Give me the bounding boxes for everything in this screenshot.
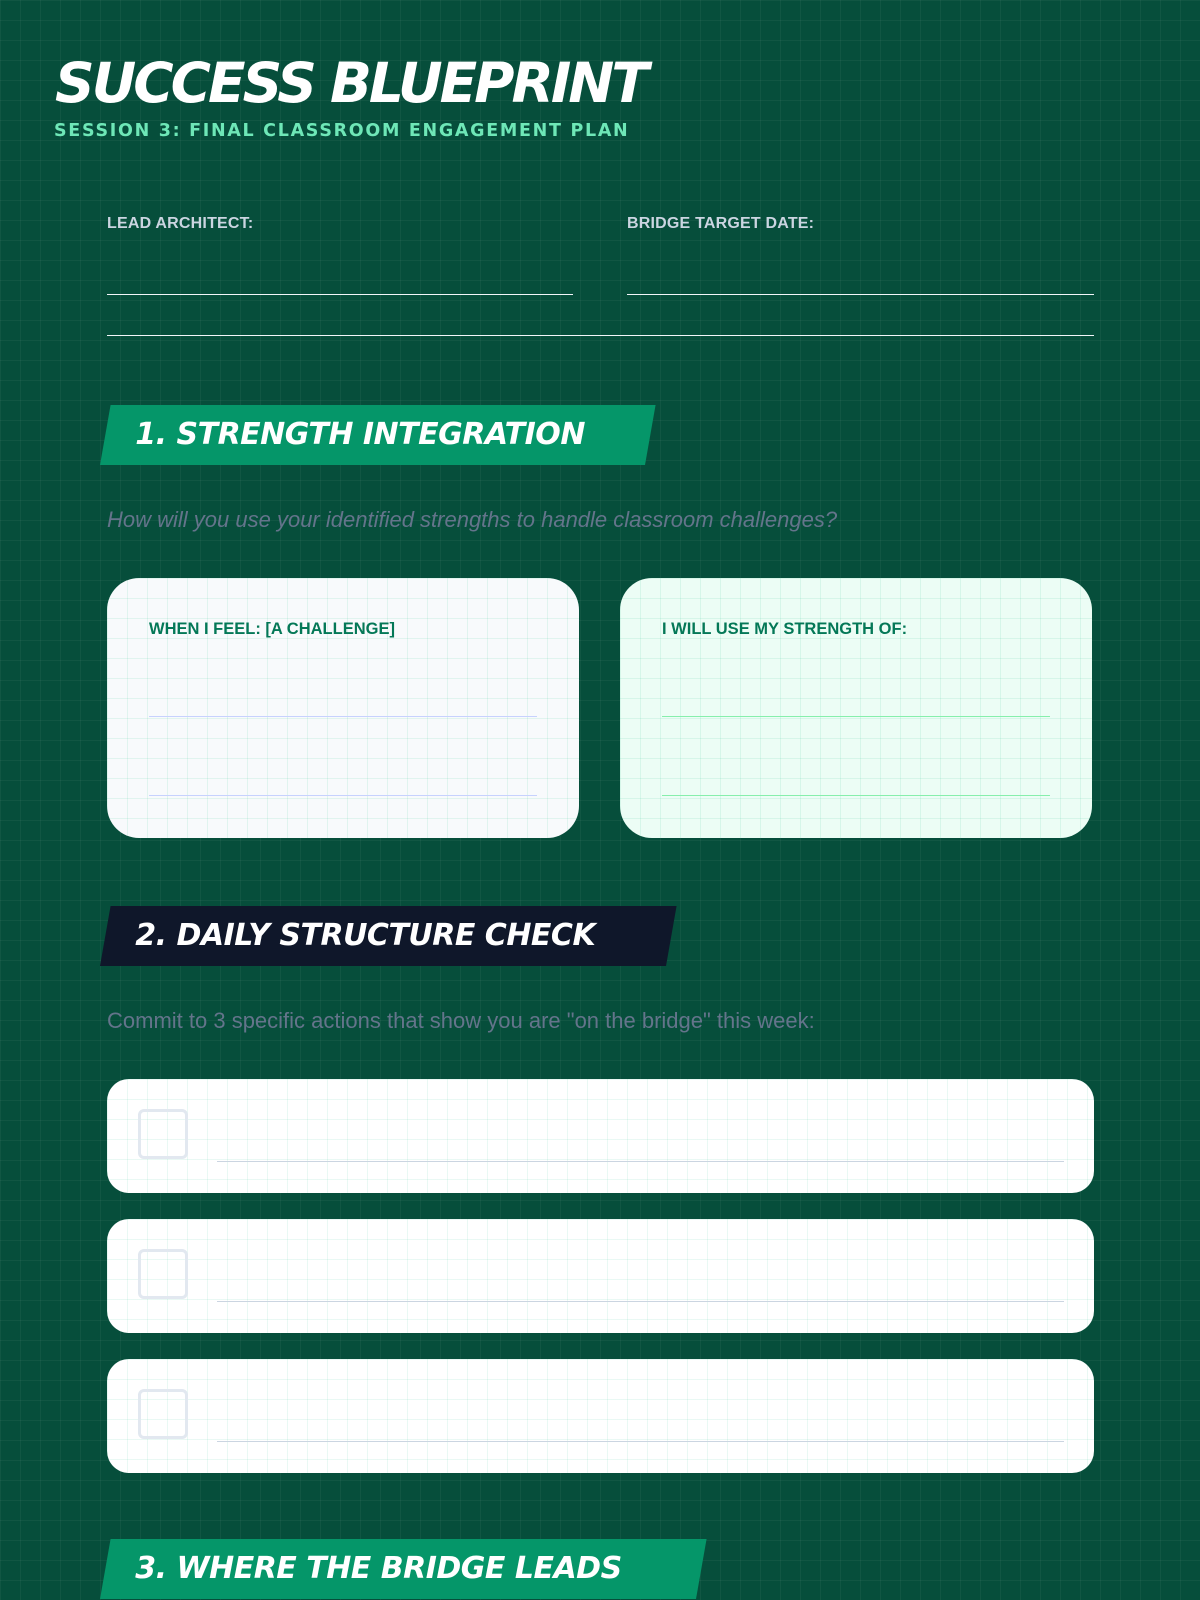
challenge-line-1[interactable]: [149, 716, 537, 717]
action-2-input[interactable]: [217, 1301, 1064, 1302]
action-row-1: [107, 1079, 1094, 1193]
header-divider: [107, 335, 1094, 336]
challenge-card-label: WHEN I FEEL: [A CHALLENGE]: [149, 620, 395, 638]
section-2-title: 2. DAILY STRUCTURE CHECK: [135, 918, 596, 953]
section-3-title: 3. WHERE THE BRIDGE LEADS: [135, 1551, 622, 1586]
lead-architect-field[interactable]: [107, 294, 573, 295]
challenge-card: [107, 578, 579, 838]
action-row-3: [107, 1359, 1094, 1473]
section-3-banner: [100, 1539, 707, 1599]
page-title: SUCCESS BLUEPRINT: [55, 51, 646, 115]
action-3-checkbox[interactable]: [138, 1389, 188, 1439]
strength-card-label: I WILL USE MY STRENGTH OF:: [662, 620, 908, 638]
page-subtitle: SESSION 3: FINAL CLASSROOM ENGAGEMENT PLAN: [54, 121, 630, 141]
strength-line-2[interactable]: [662, 795, 1050, 796]
bridge-target-date-field[interactable]: [627, 294, 1094, 295]
strength-card: [620, 578, 1092, 838]
action-1-input[interactable]: [217, 1161, 1064, 1162]
action-2-checkbox[interactable]: [138, 1249, 188, 1299]
section-2-prompt: Commit to 3 specific actions that show you are "on the bridge" this week:: [107, 1008, 815, 1033]
section-2-banner: [100, 906, 677, 966]
section-1-prompt: How will you use your identified strengths to handle classroom challenges?: [107, 507, 838, 532]
action-1-checkbox[interactable]: [138, 1109, 188, 1159]
action-3-input[interactable]: [217, 1441, 1064, 1442]
section-1-banner: [100, 405, 656, 465]
section-1-title: 1. STRENGTH INTEGRATION: [135, 417, 585, 452]
lead-architect-label: LEAD ARCHITECT:: [107, 215, 254, 232]
challenge-line-2[interactable]: [149, 795, 537, 796]
action-row-2: [107, 1219, 1094, 1333]
bridge-target-date-label: BRIDGE TARGET DATE:: [627, 215, 815, 232]
strength-line-1[interactable]: [662, 716, 1050, 717]
